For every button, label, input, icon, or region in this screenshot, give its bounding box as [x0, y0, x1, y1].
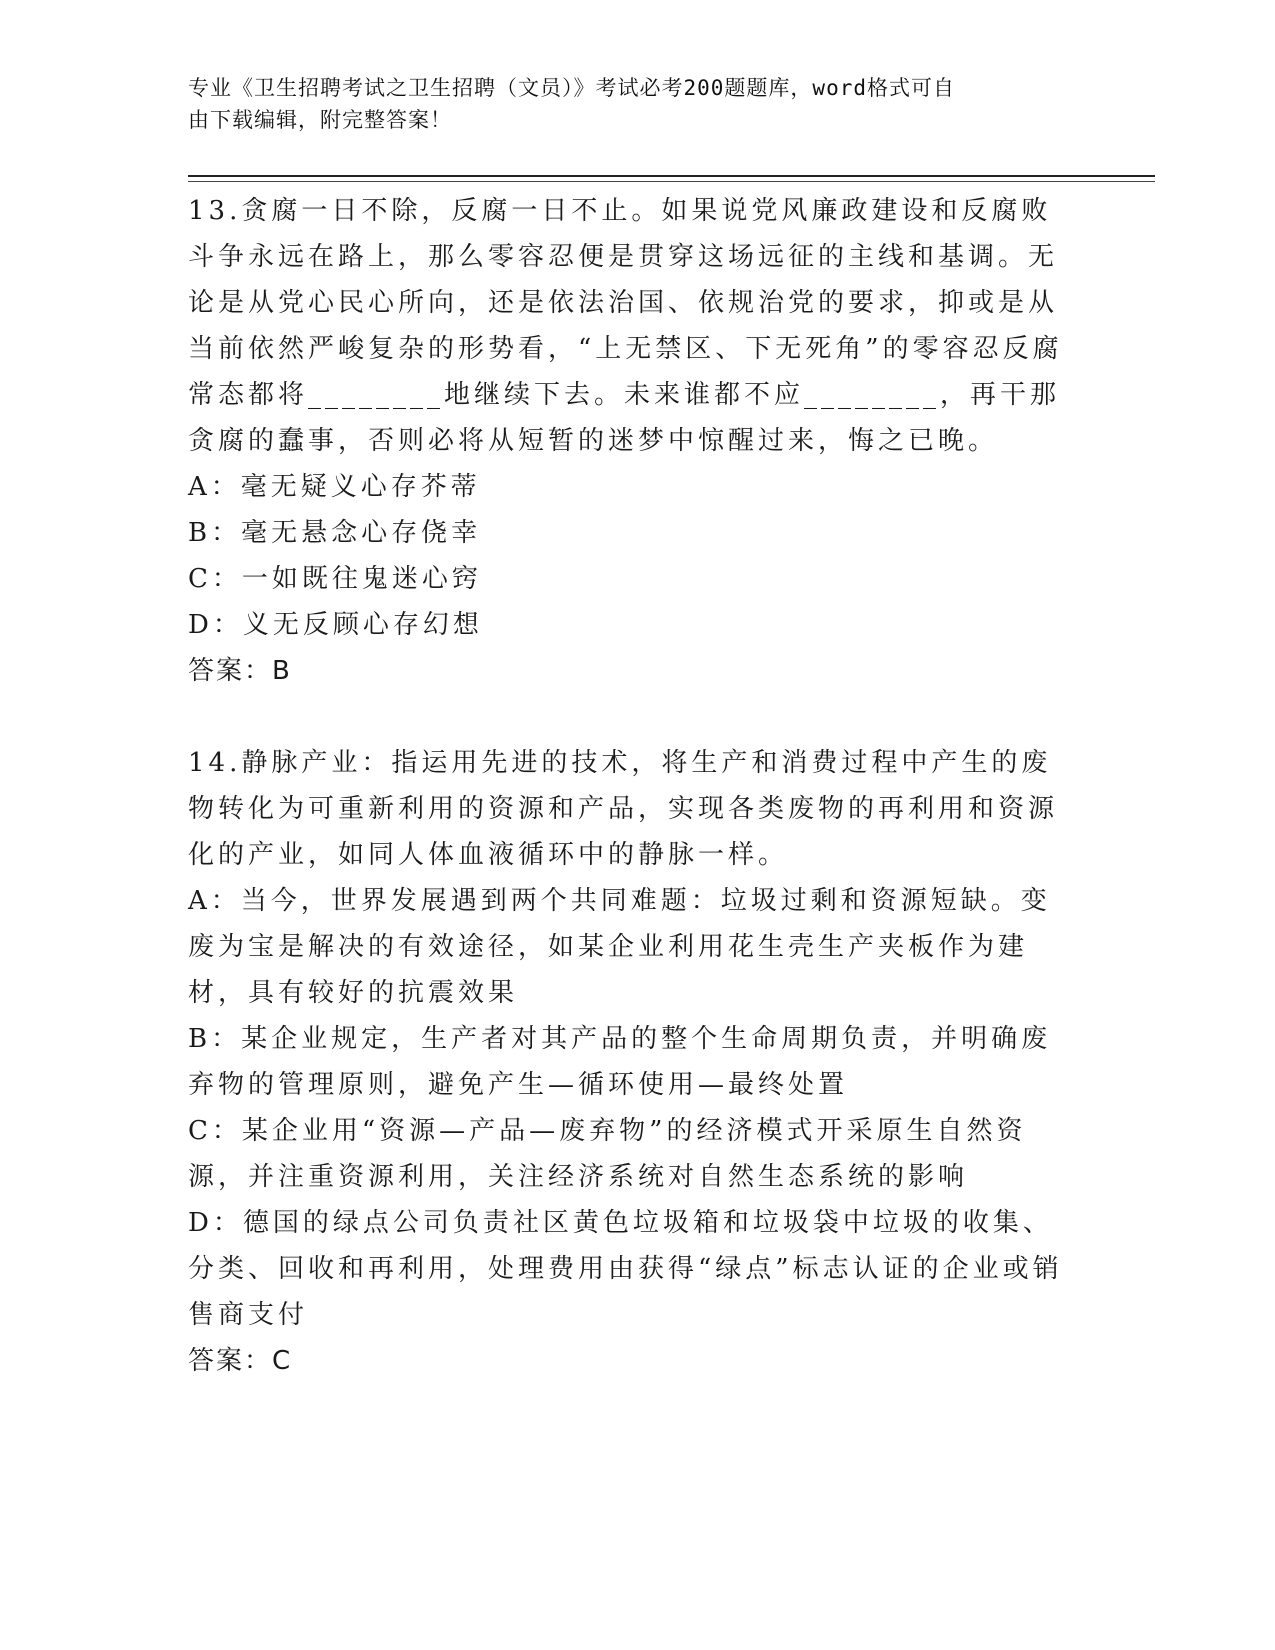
question-stem: 14.静脉产业：指运用先进的技术，将生产和消费过程中产生的废物转化为可重新利用的资源和产品，实现各类废物的再利用和资源化的产业，如同人体血液循环中的静脉一样。 [188, 748, 1059, 870]
document-header [188, 72, 1068, 136]
header-divider-thin [188, 181, 1155, 182]
question-13 [188, 188, 1068, 694]
option-c: C：某企业用“资源—产品—废弃物”的经济模式开采原生自然资源，并注重资源利用，关注经济系统对自然生态系统的影响 [188, 1116, 1027, 1192]
option-d: D：德国的绿点公司负责社区黄色垃圾箱和垃圾袋中垃圾的收集、分类、回收和再利用，处理费用由获得“绿点”标志认证的企业或销售商支付 [188, 1208, 1063, 1330]
option-d: D：义无反顾心存幻想 [188, 610, 483, 640]
question-14 [188, 740, 1068, 1384]
question-stem: 13.贪腐一日不除，反腐一日不止。如果说党风廉政建设和反腐败斗争永远在路上，那么零容忍便是贯穿这场远征的主线和基调。无论是从党心民心所向，还是依法治国、依规治党的要求，抑或是从当前依然严峻复杂的形势看，“上无禁区、下无死角”的零容忍反腐常态都将________地继续下去。未来谁都不应________，再干那贪腐的蠢事，否则必将从短暂的迷梦中惊醒过来，悔之已晚。 [188, 196, 1063, 456]
option-a: A：当今，世界发展遇到两个共同难题：垃圾过剩和资源短缺。变废为宝是解决的有效途径，如某企业利用花生壳生产夹板作为建材，具有较好的抗震效果 [188, 886, 1051, 1008]
answer-line: 答案：C [188, 1346, 293, 1376]
option-a: A：毫无疑义心存芥蒂 [188, 472, 481, 502]
option-c: C：一如既往鬼迷心窍 [188, 564, 482, 594]
option-b: B：毫无悬念心存侥幸 [188, 518, 482, 548]
answer-line: 答案：B [188, 656, 292, 686]
header-line-1: 专业《卫生招聘考试之卫生招聘（文员）》考试必考200题题库，word格式可自 [188, 76, 955, 100]
header-line-2: 由下载编辑，附完整答案！ [188, 108, 452, 132]
option-b: B：某企业规定，生产者对其产品的整个生命周期负责，并明确废弃物的管理原则，避免产生—循环使用—最终处置 [188, 1024, 1052, 1100]
header-divider-thick [188, 175, 1155, 177]
question-list [188, 188, 1068, 1430]
